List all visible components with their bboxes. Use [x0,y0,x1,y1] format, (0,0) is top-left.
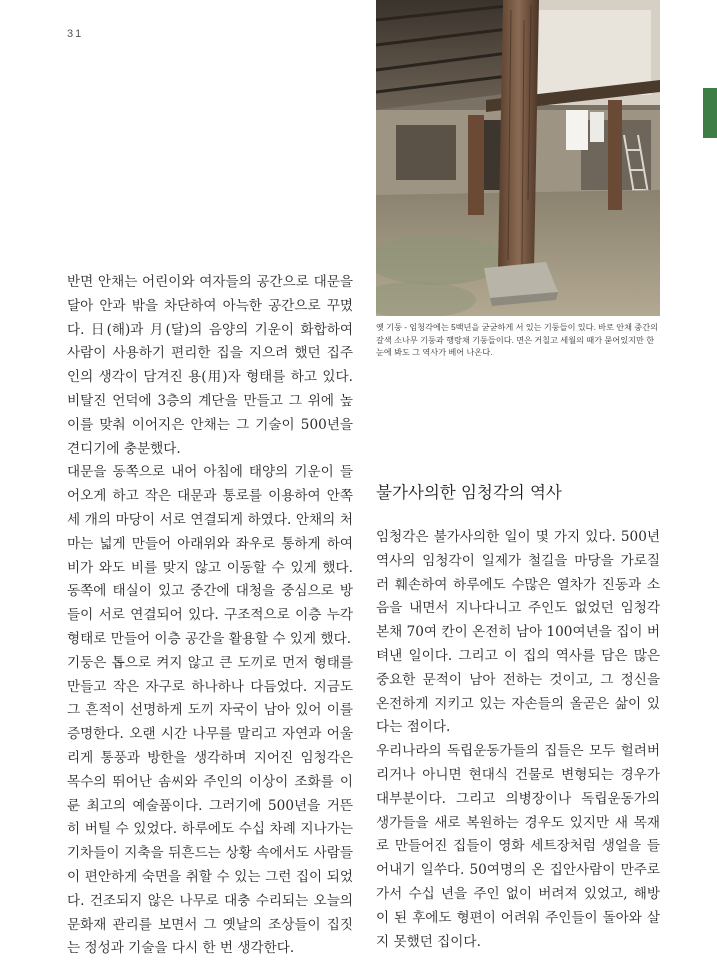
body-paragraph: 기둥은 톱으로 켜지 않고 큰 도끼로 먼저 형태를 만들고 작은 자구로 하나하나 다듬었다. 지금도 그 흔적이 선명하게 도끼 자국이 남아 있어 이를 증명한다. 오랜 시간 나무를 말리고 자연과 어울리게 통풍과 방한을 생각하며 지어진 임청각은 목수의 뛰어난 솜씨와 주인의 이상이 조화를 이룬 최고의 예술품이다. 그러기에 500년을 거뜬히 버틸 수 있었다. 하루에도 수십 차례 지나가는 기차들이 지축을 뒤흔드는 상황 속에서도 사람들이 편안하게 숙면을 취할 수 있는 그런 집이 되었다. 건조되지 않은 나무로 대충 수리되는 오늘의 문화재 관리를 보면서 그 옛날의 조상들이 집짓는 정성과 기술을 다시 한 번 생각한다. [67,654,353,957]
page-number: 31 [67,28,84,40]
body-paragraph: 임청각은 불가사의한 일이 몇 가지 있다. 500년 역사의 임청각이 일제가 철길을 마당을 가로질러 훼손하여 하루에도 수많은 열차가 진동과 소음을 내면서 지나다니고 주인도 없었던 임청각 본채 70여 칸이 온전히 남아 100여년을 집이 버텨낸 일이다. 그리고 이 집의 역사를 담은 많은 중요한 문적이 남아 전하는 것이고, 그 정신을 온전하게 지키고 있는 자손들의 올곧은 삶이 있다는 점이다. [376,529,660,736]
left-text-column [67,271,353,961]
hanok-pillar-photo [376,0,660,316]
section-heading: 불가사의한 임청각의 역사 [376,483,562,502]
body-paragraph: 우리나라의 독립운동가들의 집들은 모두 헐려버리거나 아니면 현대식 건물로 변형되는 경우가 대부분이다. 그리고 의병장이나 독립운동가의 생가들을 새로 복원하는 경우도 있지만 새 목재로 만들어진 집들이 영화 세트장처럼 생얼을 들어내기 일쑤다. 50여명의 온 집안사람이 만주로 가서 수십 년을 주인 없이 버려져 있었고, 해방이 된 후에도 형편이 어려워 주인들이 돌아와 살지 못했던 집이다. [376,743,660,950]
body-paragraph: 대문을 동쪽으로 내어 아침에 태양의 기운이 들어오게 하고 작은 대문과 통로를 이용하여 안쪽 세 개의 마당이 서로 연결되게 하였다. 안채의 처마는 넓게 만들어 아래위와 좌우로 통하게 하여 비가 와도 비를 맞지 않고 이동할 수 있게 했다. 동쪽에 태실이 있고 중간에 대청을 중심으로 방들이 서로 연결되어 있다. 구조적으로 이층 누각형태로 만들어 이층 공간을 활용할 수 있게 했다. [67,464,353,647]
right-text-column [376,526,660,954]
photo-caption: 옛 기둥 - 임청각에는 5백년을 굳굳하게 서 있는 기둥들이 있다. 바로 안채 중간의 갈색 소나무 기둥과 행랑채 기둥들이다. 면은 거칠고 세월의 때가 묻어있지만 한 눈에 봐도 그 역사가 베어 나온다. [376,323,659,357]
body-paragraph: 반면 안채는 어린이와 여자들의 공간으로 대문을 달아 안과 밖을 차단하여 아늑한 공간으로 꾸몄다. 日(해)과 月(달)의 음양의 기운이 화합하여 사람이 사용하기 편리한 집을 지으려 했던 집주인의 생각이 담겨진 용(用)자 형태를 하고 있다. 비탈진 언덕에 3층의 계단을 만들고 그 위에 높이를 맞춰 이어지은 안채는 그 기술이 500년을 견디기에 충분했다. [67,274,353,457]
chapter-tab-marker [703,88,717,138]
